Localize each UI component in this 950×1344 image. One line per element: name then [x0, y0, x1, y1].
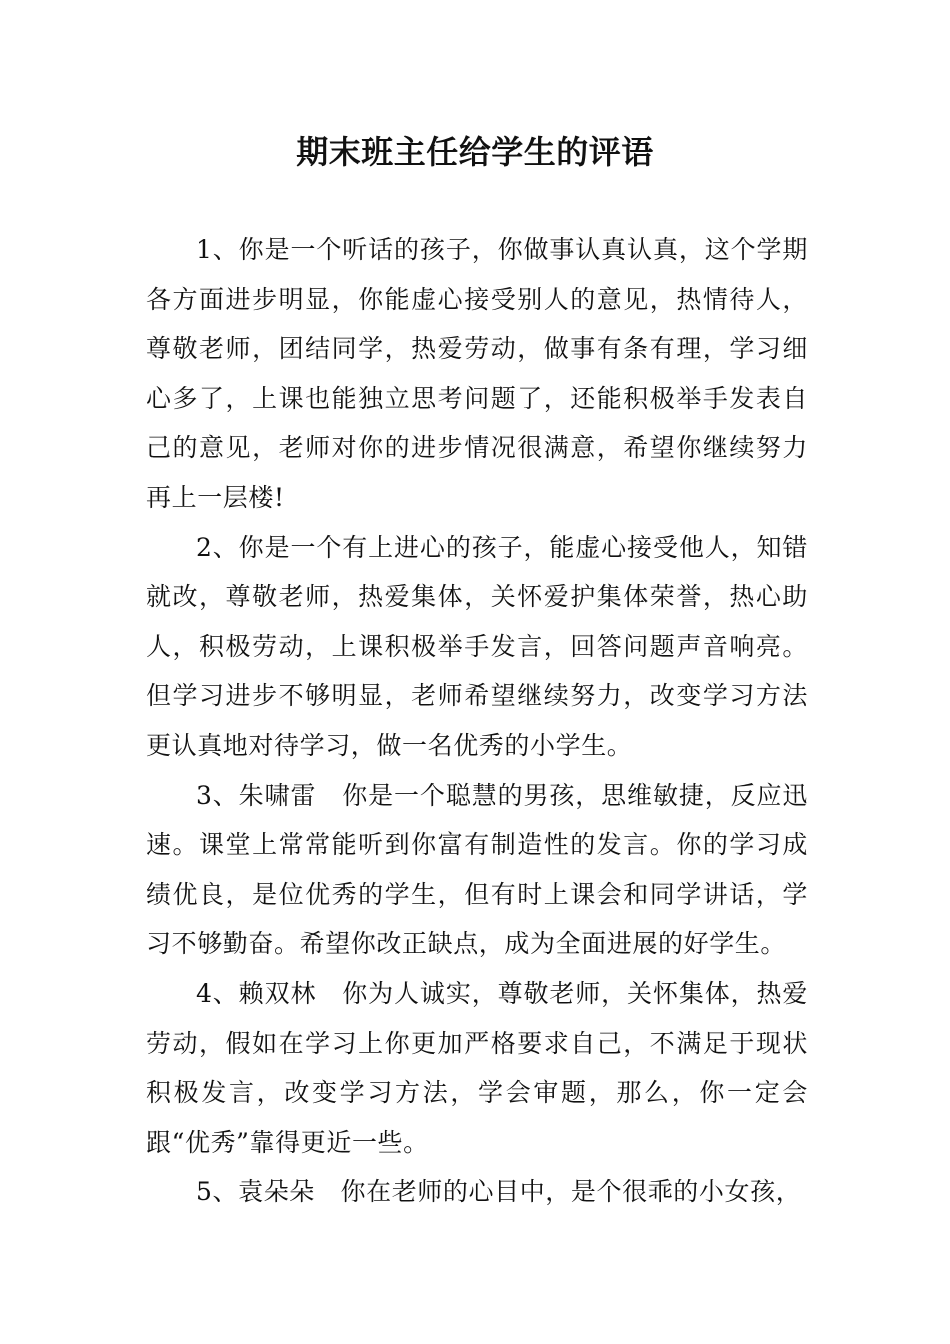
- comment-paragraph-2: 2、你是一个有上进心的孩子，能虚心接受他人，知错就改，尊敬老师，热爱集体，关怀爱护集体荣誉，热心助人，积极劳动，上课积极举手发言，回答问题声音响亮。但学习进步不够明显，老师希望继续努力，改变学习方法更认真地对待学习，做一名优秀的小学生。: [146, 532, 808, 760]
- comment-paragraph-3: 3、朱啸雷 你是一个聪慧的男孩，思维敏捷，反应迅速。课堂上常常能听到你富有制造性的发言。你的学习成绩优良，是位优秀的学生，但有时上课会和同学讲话，学习不够勤奋。希望你改正缺点，成为全面进展的好学生。: [146, 780, 808, 959]
- document-body: [146, 225, 808, 1217]
- comment-paragraph-4: 4、赖双林 你为人诚实，尊敬老师，关怀集体，热爱劳动，假如在学习上你更加严格要求自己，不满足于现状积极发言，改变学习方法，学会审题，那么，你一定会跟“优秀”靠得更近一些。: [146, 978, 808, 1157]
- comment-paragraph-5: 5、袁朵朵 你在老师的心目中，是个很乖的小女孩，: [196, 1177, 802, 1207]
- document-title: 期末班主任给学生的评语: [296, 133, 654, 171]
- comment-paragraph-1: 1、你是一个听话的孩子，你做事认真认真，这个学期各方面进步明显，你能虚心接受别人的意见，热情待人，尊敬老师，团结同学，热爱劳动，做事有条有理，学习细心多了，上课也能独立思考问题了，还能积极举手发表自己的意见，老师对你的进步情况很满意，希望你继续努力再上一层楼!: [146, 235, 808, 512]
